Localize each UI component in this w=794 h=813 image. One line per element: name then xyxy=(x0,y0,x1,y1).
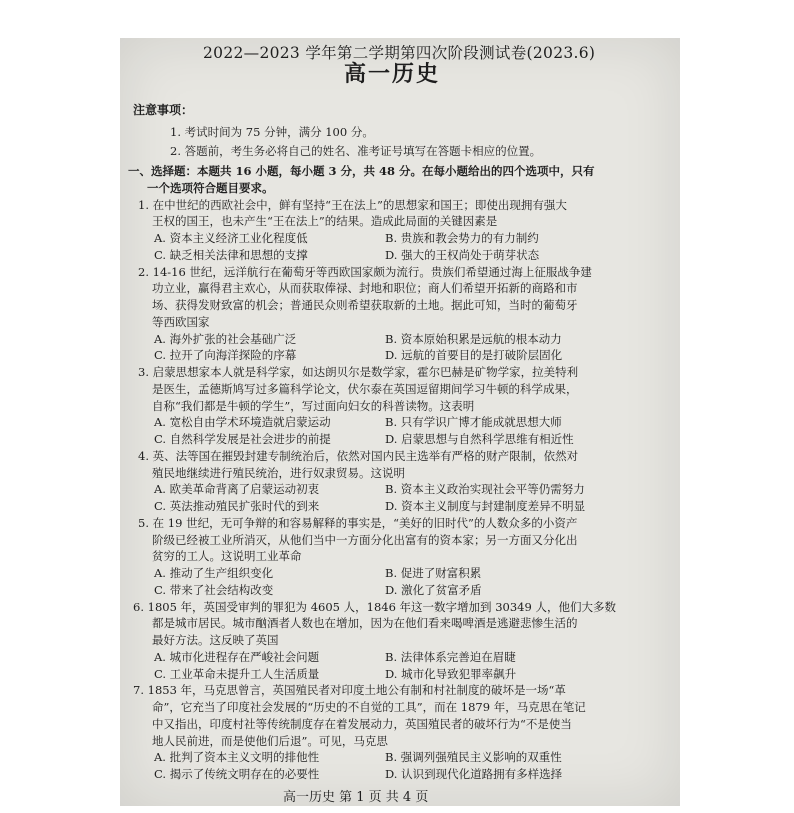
question-6-text: 都是城市居民。城市酗酒者人数也在增加，因为在他们看来喝啤酒是逃避悲惨生活的 xyxy=(152,616,578,631)
question-4-option-a: A. 欧美革命背离了启蒙运动初衷 xyxy=(154,482,320,497)
question-7-option-c: C. 揭示了传统文明存在的必要性 xyxy=(154,767,320,782)
question-5-option-a: A. 推动了生产组织变化 xyxy=(154,566,274,581)
notice-item: 1. 考试时间为 75 分钟，满分 100 分。 xyxy=(170,125,374,139)
question-2-text: 2. 14-16 世纪，远洋航行在葡萄牙等西欧国家颇为流行。贵族们希望通过海上征服战争建 xyxy=(138,264,592,279)
question-6-option-c: C. 工业革命未提升工人生活质量 xyxy=(154,666,320,681)
question-1-option-c: C. 缺乏相关法律和思想的支撑 xyxy=(154,247,308,262)
question-5-option-d: D. 激化了贫富矛盾 xyxy=(385,582,482,597)
question-5-text: 贫穷的工人。这说明工业革命 xyxy=(152,549,302,564)
question-4-option-c: C. 英法推动殖民扩张时代的到来 xyxy=(154,499,320,514)
question-4-option-b: B. 资本主义政治实现社会平等仍需努力 xyxy=(385,482,585,497)
question-2-option-c: C. 拉开了向海洋探险的序幕 xyxy=(154,348,297,363)
question-4-option-d: D. 资本主义制度与封建制度差异不明显 xyxy=(385,499,586,514)
question-7-text: 7. 1853 年，马克思曾言，英国殖民者对印度土地公有制和村社制度的破坏是一场“革 xyxy=(133,683,566,698)
section-instruction: 一、选择题：本题共 16 小题，每小题 3 分，共 48 分。在每小题给出的四个选项中，只有 xyxy=(128,164,595,178)
question-5-option-b: B. 促进了财富积累 xyxy=(385,566,482,581)
question-6-text: 6. 1805 年，英国受审判的罪犯为 4605 人，1846 年这一数字增加到 30349 人，他们大多数 xyxy=(133,599,616,614)
exam-title: 2022—2023 学年第二学期第四次阶段测试卷(2023.6) xyxy=(203,44,596,62)
page-footer: 高一历史 第 1 页 共 4 页 xyxy=(283,790,429,805)
question-7-text: 地人民前进，而是使他们后退”。可见，马克思 xyxy=(152,733,388,748)
question-3-text: 3. 启蒙思想家本人就是科学家，如达朗贝尔是数学家，霍尔巴赫是矿物学家，拉美特利 xyxy=(138,365,579,380)
question-1-text: 1. 在中世纪的西欧社会中，鲜有坚持“王在法上”的思想家和国王；即使出现拥有强大 xyxy=(138,197,567,212)
question-2-option-d: D. 远航的首要目的是打破阶层固化 xyxy=(385,348,563,363)
question-3-option-b: B. 只有学识广博才能成就思想大师 xyxy=(385,415,562,430)
question-5-text: 阶级已经被工业所消灭，从他们当中一方面分化出富有的资本家；另一方面又分化出 xyxy=(152,532,578,547)
question-7-option-a: A. 批判了资本主义文明的排他性 xyxy=(154,750,320,765)
question-7-text: 命”，它充当了印度社会发展的“历史的不自觉的工具”，而在 1879 年，马克思在笔记 xyxy=(152,700,586,715)
question-3-option-c: C. 自然科学发展是社会进步的前提 xyxy=(154,432,331,447)
exam-paper xyxy=(120,38,680,806)
question-3-text: 自称“我们都是牛顿的学生”，写过面向妇女的科普读物。这表明 xyxy=(152,398,475,413)
question-1-option-d: D. 强大的王权尚处于萌芽状态 xyxy=(385,247,540,262)
notice-item: 2. 答题前，考生务必将自己的姓名、准考证号填写在答题卡相应的位置。 xyxy=(170,144,542,158)
notice-heading: 注意事项： xyxy=(133,103,194,117)
question-6-text: 最好方法。这反映了英国 xyxy=(152,633,279,648)
question-5-option-c: C. 带来了社会结构改变 xyxy=(154,582,274,597)
question-2-option-a: A. 海外扩张的社会基础广泛 xyxy=(154,331,297,346)
question-3-option-a: A. 宽松自由学术环境造就启蒙运动 xyxy=(154,415,331,430)
question-5-text: 5. 在 19 世纪，无可争辩的和容易解释的事实是，“美好的旧时代”的人数众多的小资产 xyxy=(138,515,578,530)
question-6-option-a: A. 城市化进程存在严峻社会问题 xyxy=(154,649,320,664)
section-instruction: 一个选项符合题目要求。 xyxy=(147,180,274,195)
question-4-text: 4. 英、法等国在摧毁封建专制统治后，依然对国内民主选举有严格的财产限制，依然对 xyxy=(138,448,579,463)
question-6-option-d: D. 城市化导致犯罪率飙升 xyxy=(385,666,517,681)
question-1-option-b: B. 贵族和教会势力的有力制约 xyxy=(385,231,539,246)
question-2-text: 功立业，赢得君主欢心，从而获取俸禄、封地和职位；商人们希望开拓新的商路和市 xyxy=(152,281,578,296)
question-2-option-b: B. 资本原始积累是远航的根本动力 xyxy=(385,331,562,346)
question-1-text: 王权的国王，也未产生“王在法上”的结果。造成此局面的关键因素是 xyxy=(152,214,498,229)
question-1-option-a: A. 资本主义经济工业化程度低 xyxy=(154,231,308,246)
question-2-text: 等西欧国家 xyxy=(152,314,210,329)
question-7-text: 中又指出，印度村社等传统制度存在着发展动力，英国殖民者的破坏行为“不是使当 xyxy=(152,716,572,731)
question-3-option-d: D. 启蒙思想与自然科学思维有相近性 xyxy=(385,432,574,447)
question-7-option-d: D. 认识到现代化道路拥有多样选择 xyxy=(385,767,563,782)
question-2-text: 场、获得发财致富的机会；普通民众则希望获取新的土地。据此可知，当时的葡萄牙 xyxy=(152,298,578,313)
question-3-text: 是医生，孟德斯鸠写过多篇科学论文，伏尔泰在英国逗留期间学习牛顿的科学成果， xyxy=(152,381,578,396)
question-4-text: 殖民地继续进行殖民统治，进行奴隶贸易。这说明 xyxy=(152,465,405,480)
question-7-option-b: B. 强调列强殖民主义影响的双重性 xyxy=(385,750,562,765)
subject-title: 高一历史 xyxy=(344,61,441,87)
question-6-option-b: B. 法律体系完善迫在眉睫 xyxy=(385,649,516,664)
